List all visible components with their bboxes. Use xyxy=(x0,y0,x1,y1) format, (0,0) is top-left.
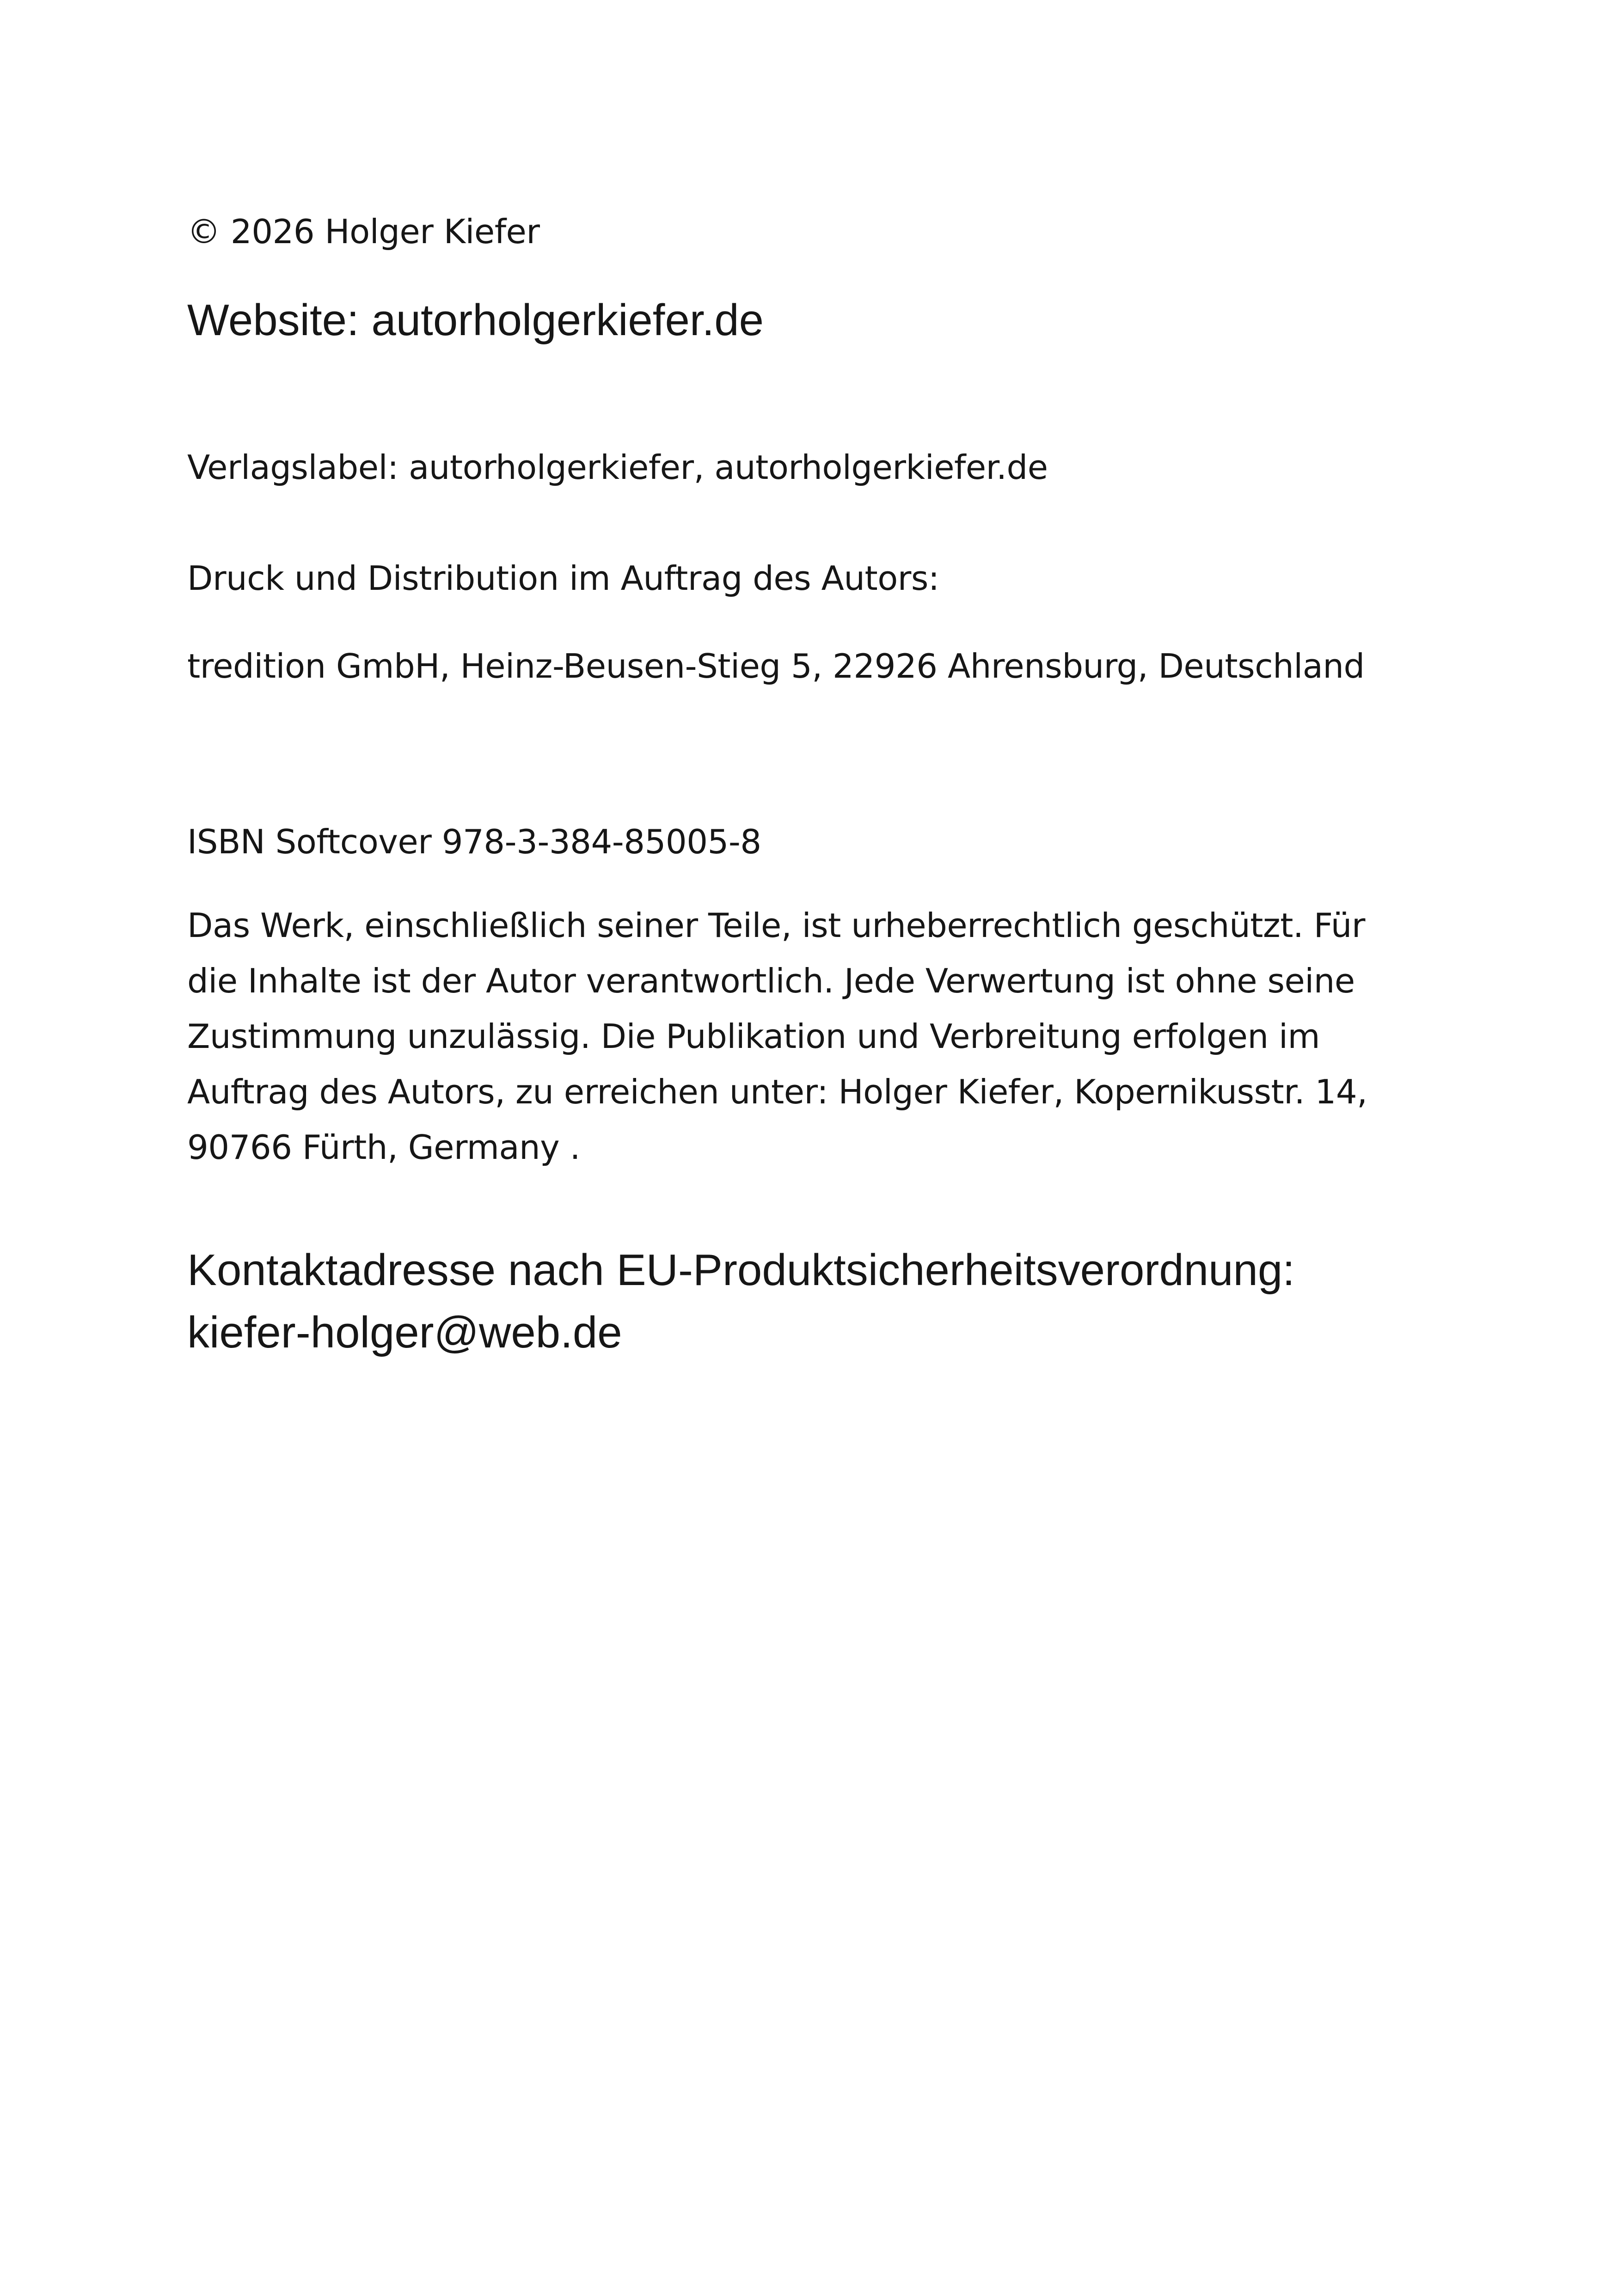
legal-notice-line: die Inhalte ist der Autor verantwortlich. Jede Verwertung ist ohne seine xyxy=(187,961,1355,1000)
isbn-line: ISBN Softcover 978-3-384-85005-8 xyxy=(187,822,761,861)
publisher-label: Verlagslabel: autorholgerkiefer, autorholgerkiefer.de xyxy=(187,448,1048,487)
legal-notice xyxy=(187,898,1463,1175)
printer-address: tredition GmbH, Heinz-Beusen-Stieg 5, 22926 Ahrensburg, Deutschland xyxy=(187,647,1365,686)
legal-notice-line: Zustimmung unzulässig. Die Publikation und Verbreitung erfolgen im xyxy=(187,1017,1320,1056)
website-line: Website: autorholgerkiefer.de xyxy=(187,295,764,345)
legal-notice-line: Das Werk, einschließlich seiner Teile, ist urheberrechtlich geschützt. Für xyxy=(187,906,1365,945)
legal-notice-line: 90766 Fürth, Germany . xyxy=(187,1128,580,1167)
contact-heading: Kontaktadresse nach EU-Produktsicherheitsverordnung: xyxy=(187,1245,1295,1295)
print-heading: Druck und Distribution im Auftrag des Autors: xyxy=(187,559,939,598)
copyright-notice: © 2026 Holger Kiefer xyxy=(187,212,540,251)
contact-email: kiefer-holger@web.de xyxy=(187,1308,622,1357)
contact-address xyxy=(187,1239,1528,1364)
legal-notice-line: Auftrag des Autors, zu erreichen unter: Holger Kiefer, Kopernikusstr. 14, xyxy=(187,1072,1367,1111)
